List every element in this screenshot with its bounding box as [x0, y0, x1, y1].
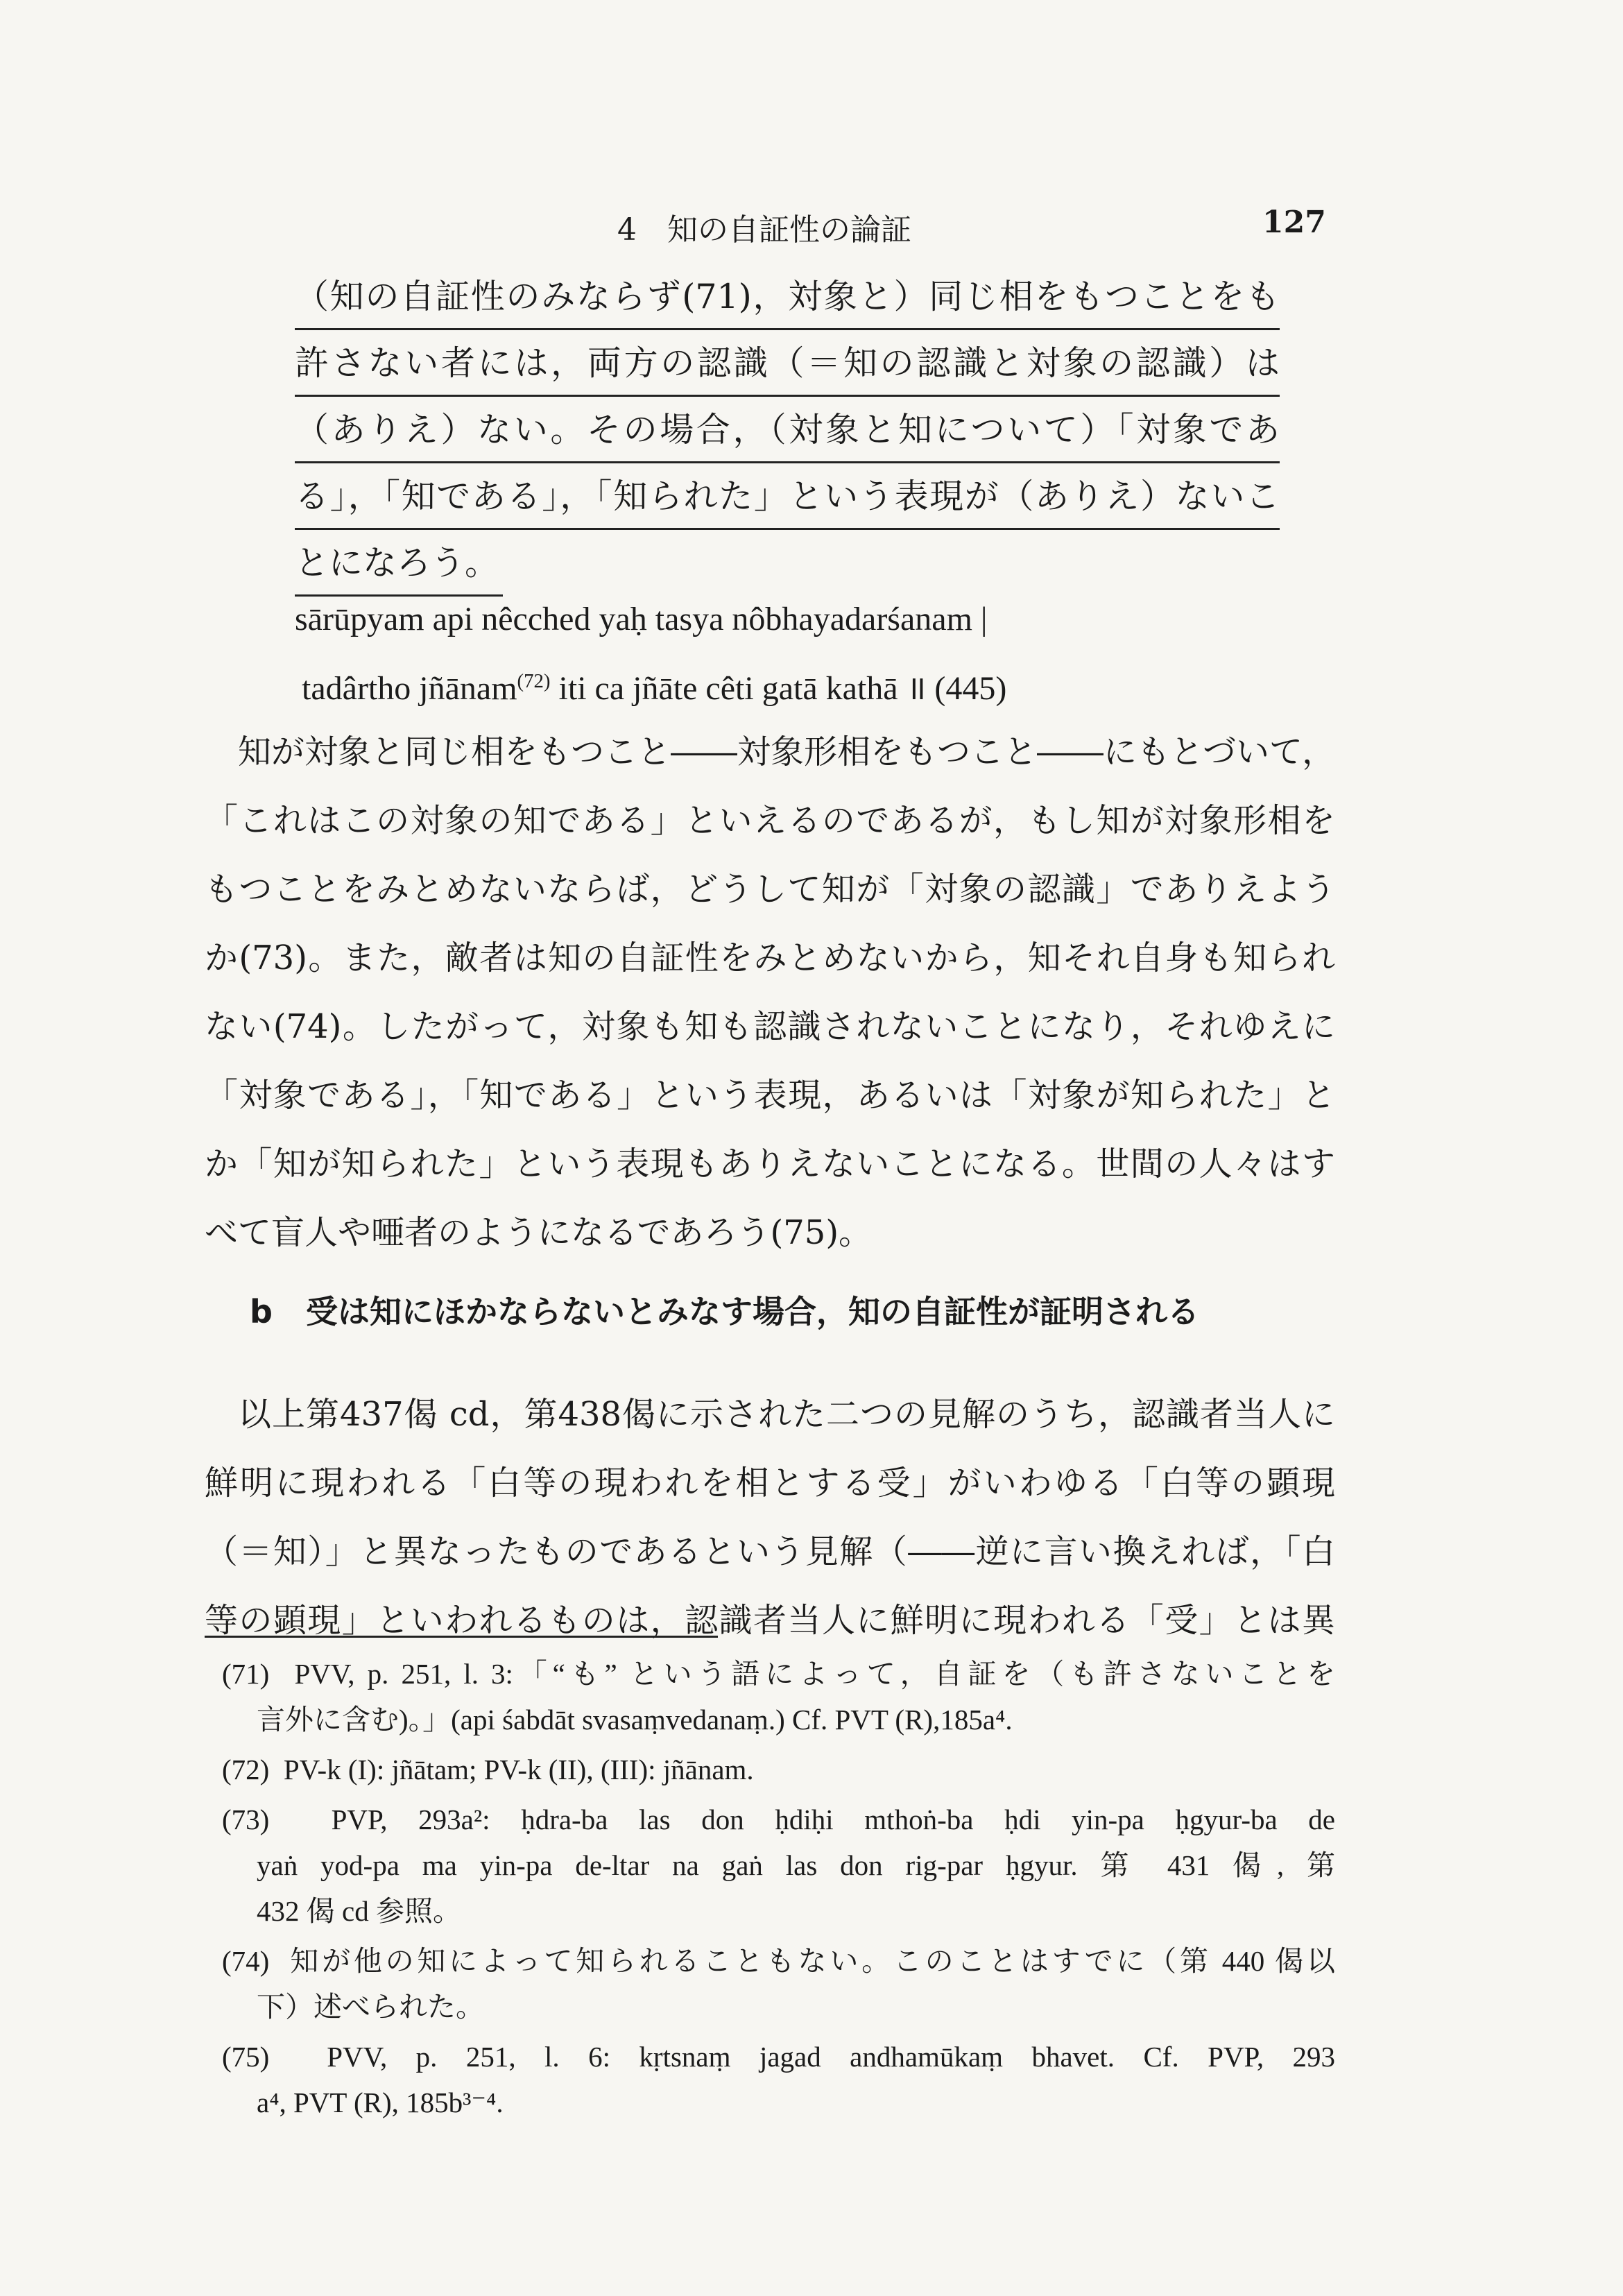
footnote-71 — [222, 1651, 1335, 1742]
verse-line: とになろう。 — [295, 530, 503, 597]
footnote-divider — [205, 1636, 718, 1638]
text-line: 以上第437偈 cd，第438偈に示された二つの見解のうち，認識者当人に — [238, 1395, 1335, 1434]
page-number: 127 — [1262, 205, 1326, 240]
footnote-74 — [222, 1938, 1335, 2030]
footnote-text: 知が他の知によって知られることもない。このことはすでに（第 440 偈以 — [290, 1945, 1335, 1977]
footnote-73 — [222, 1797, 1335, 1934]
verse-line: （知の自証性のみならず(71)，対象と）同じ相をもつことをも — [295, 264, 1280, 330]
text-line: 「これはこの対象の知である」といえるのであるが，もし知が対象形相を — [205, 801, 1335, 840]
footnote-text: PVV, p. 251, l. 6: kṛtsnaṃ jagad andhamūkaṃ bhavet. Cf. PVP, 293 — [327, 2041, 1336, 2073]
footnote-id: (75) — [222, 2041, 270, 2073]
footnote-id: (71) — [222, 1658, 270, 1690]
text-line: （＝知）」と異なったものであるという見解（――逆に言い換えれば，「白 — [205, 1532, 1335, 1571]
footnote-75 — [222, 2034, 1335, 2125]
text-line: 「対象である」，「知である」という表現，あるいは「対象が知られた」と — [205, 1076, 1335, 1115]
footnote-text: PVP, 293a²: ḥdra-ba las don ḥdiḥi mthoṅ-ba ḥdi yin-pa ḥgyur-ba de — [331, 1804, 1336, 1835]
verse-translation — [295, 264, 1280, 597]
sanskrit-text: iti ca jñāte cêti gatā kathā ॥ (445) — [550, 670, 1007, 707]
footnote-id: (73) — [222, 1804, 270, 1835]
footnote-text: PV-k (I): jñātam; PV-k (II), (III): jñānam. — [283, 1754, 754, 1785]
footnote-line — [222, 2034, 1335, 2080]
text-line: 知が対象と同じ相をもつこと――対象形相をもつこと――にもとづいて， — [238, 733, 1336, 771]
footnotes — [222, 1651, 1335, 2130]
text-line: 鮮明に現われる「白等の現われを相とする受」がいわゆる「白等の顕現 — [205, 1464, 1335, 1502]
commentary-paragraph — [205, 718, 1335, 1267]
subsection-label: b — [250, 1293, 273, 1330]
text-line: もつことをみとめないならば，どうして知が「対象の認識」でありえよう — [205, 870, 1335, 909]
footnote-line — [222, 1651, 1335, 1697]
text-line: か(73)。また，敵者は知の自証性をみとめないから，知それ自身も知られ — [205, 939, 1335, 977]
note-ref: (72) — [517, 670, 551, 692]
text-line: 等の顕現」といわれるものは，認識者当人に鮮明に現われる「受」とは異 — [205, 1601, 1335, 1640]
footnote-72 — [222, 1747, 1335, 1792]
footnote-line: 言外に含む)。」(api śabdāt svasaṃvedanaṃ.) Cf. PVT (R),185a⁴. — [257, 1704, 1013, 1736]
verse-line: 許さない者には，両方の認識（＝知の認識と対象の認識）は — [295, 330, 1280, 397]
footnote-line — [222, 1747, 1335, 1792]
running-header — [0, 205, 1623, 253]
text-line: べて盲人や唖者のようになるであろう(75)。 — [205, 1213, 873, 1252]
body-paragraph — [205, 1380, 1335, 1655]
sanskrit-verse-line-2 — [302, 665, 1006, 710]
text-line: か「知が知られた」という表現もありえないことになる。世間の人々はす — [205, 1145, 1335, 1183]
subsection-title: 受は知にほかならないとみなす場合，知の自証性が証明される — [305, 1293, 1199, 1330]
footnote-text: PVV, p. 251, l. 3:「“も” という語によって，自証を（も許さないことを — [294, 1658, 1335, 1690]
subsection-heading — [250, 1287, 1199, 1333]
footnote-line: 下）述べられた。 — [257, 1991, 484, 2023]
footnote-id: (72) — [222, 1754, 270, 1785]
footnote-line — [222, 1938, 1335, 1984]
sanskrit-verse-line-1: sārūpyam api nêcched yaḥ tasya nôbhayadarśanam | — [295, 601, 988, 637]
footnote-line: yaṅ yod-pa ma yin-pa de-ltar na gaṅ las don rig-par ḥgyur. 第 431 偈, 第 — [257, 1849, 1335, 1881]
footnote-line: 432 偈 cd 参照。 — [257, 1895, 461, 1927]
footnote-line — [222, 1797, 1335, 1842]
footnote-line: a⁴, PVT (R), 185b³⁻⁴. — [257, 2087, 504, 2118]
footnote-id: (74) — [222, 1945, 270, 1977]
sanskrit-text: tadârtho jñānam — [302, 670, 517, 707]
text-line: ない(74)。したがって，対象も知も認識されないことになり，それゆえに — [205, 1007, 1335, 1046]
verse-line: る」，「知である」，「知られた」という表現が（ありえ）ないこ — [295, 463, 1280, 530]
section-title: 4 知の自証性の論証 — [617, 212, 911, 248]
verse-line: （ありえ）ない。その場合，（対象と知について）「対象であ — [295, 397, 1280, 463]
